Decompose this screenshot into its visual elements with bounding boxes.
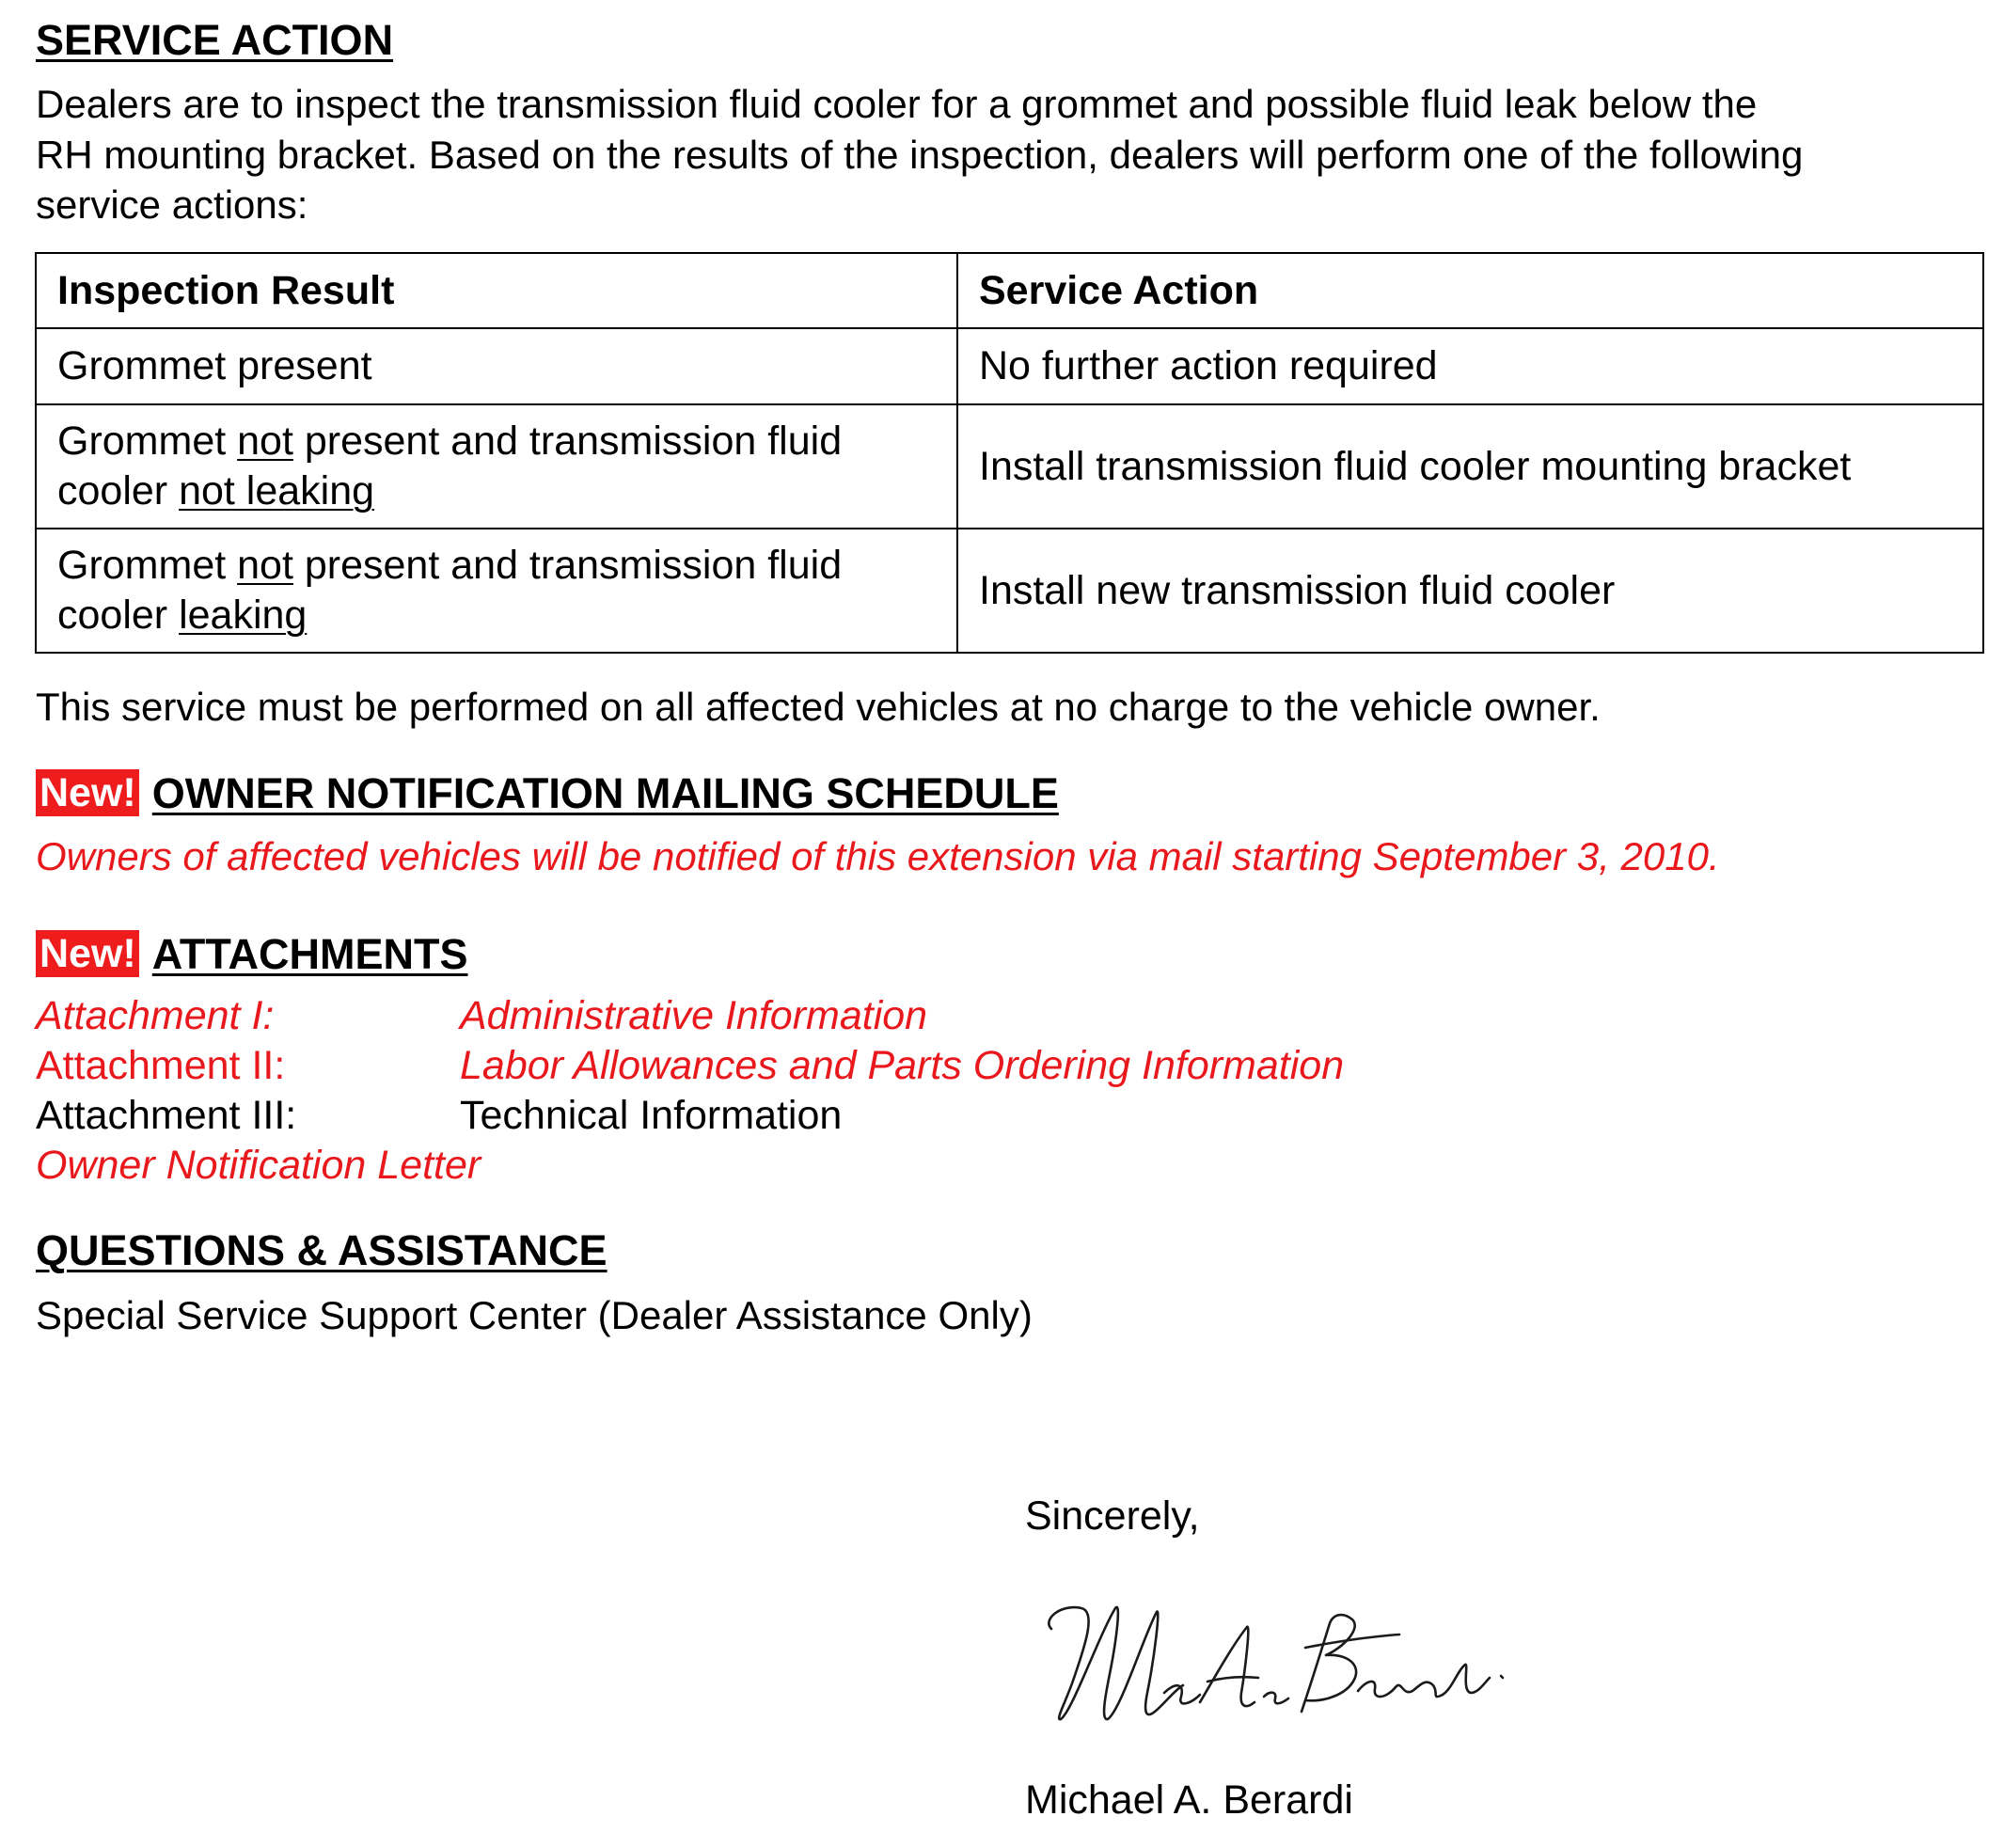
- no-charge-note: This service must be performed on all affected vehicles at no charge to the vehicle owner.: [36, 685, 1601, 729]
- table-cell-action: Install new transmission fluid cooler: [957, 529, 1983, 653]
- signer-name: Michael A. Berardi: [1025, 1777, 1353, 1823]
- result-text: present and transmission fluid: [292, 419, 843, 464]
- result-text: cooler: [57, 468, 180, 513]
- attachment-label: Attachment I:: [36, 993, 275, 1038]
- intro-paragraph: [36, 79, 1803, 230]
- result-text: Grommet: [57, 543, 238, 588]
- table-row: [36, 529, 1983, 653]
- service-action-heading: SERVICE ACTION: [36, 16, 394, 64]
- result-text: present and transmission fluid: [292, 543, 843, 588]
- attachment-label: Owner Notification Letter: [36, 1143, 481, 1188]
- attachments-heading: [36, 930, 468, 979]
- questions-heading: QUESTIONS & ASSISTANCE: [36, 1226, 608, 1274]
- table-header-row: [36, 253, 1983, 328]
- attachment-label: Attachment III:: [36, 1093, 297, 1138]
- intro-line-1: Dealers are to inspect the transmission fluid cooler for a grommet and possible fluid leak below the: [36, 82, 1758, 126]
- owner-notification-heading-text: OWNER NOTIFICATION MAILING SCHEDULE: [151, 769, 1059, 817]
- table-cell-action: No further action required: [957, 328, 1983, 404]
- owner-notification-heading: [36, 769, 1059, 818]
- attachment-description: Administrative Information: [460, 993, 928, 1038]
- result-emphasis: not: [237, 543, 293, 588]
- table-row: [36, 328, 1983, 404]
- result-emphasis: not leaking: [179, 468, 375, 513]
- inspection-table: [35, 252, 1984, 654]
- new-badge: New!: [36, 769, 139, 816]
- result-line-2: [57, 466, 936, 516]
- attachment-label: Attachment II:: [36, 1043, 286, 1088]
- result-emphasis: leaking: [179, 592, 308, 638]
- signature-image: [1023, 1580, 1512, 1745]
- table-row: [36, 404, 1983, 529]
- table-cell-result: Grommet present: [36, 328, 957, 404]
- table-header-service-action: Service Action: [957, 253, 1983, 328]
- table-cell-result: [36, 404, 957, 529]
- salutation: Sincerely,: [1025, 1493, 1200, 1539]
- result-line-1: [57, 417, 936, 466]
- table-cell-action: Install transmission fluid cooler mounting bracket: [957, 404, 1983, 529]
- attachment-description: Labor Allowances and Parts Ordering Information: [460, 1043, 1345, 1088]
- attachments-heading-text: ATTACHMENTS: [151, 930, 468, 978]
- result-text: Grommet: [57, 419, 238, 464]
- new-badge: New!: [36, 930, 139, 977]
- owner-notification-text: Owners of affected vehicles will be notified of this extension via mail starting September 3, 2010.: [36, 834, 1720, 878]
- result-line-2: [57, 591, 936, 640]
- intro-line-3: service actions:: [36, 182, 308, 227]
- result-text: cooler: [57, 592, 180, 638]
- table-header-inspection-result: Inspection Result: [36, 253, 957, 328]
- result-emphasis: not: [237, 419, 293, 464]
- intro-line-2: RH mounting bracket. Based on the results of the inspection, dealers will perform one of the following: [36, 132, 1804, 177]
- result-line-1: [57, 541, 936, 591]
- attachment-description: Technical Information: [460, 1093, 843, 1138]
- questions-text: Special Service Support Center (Dealer Assistance Only): [36, 1293, 1033, 1337]
- table-cell-result: [36, 529, 957, 653]
